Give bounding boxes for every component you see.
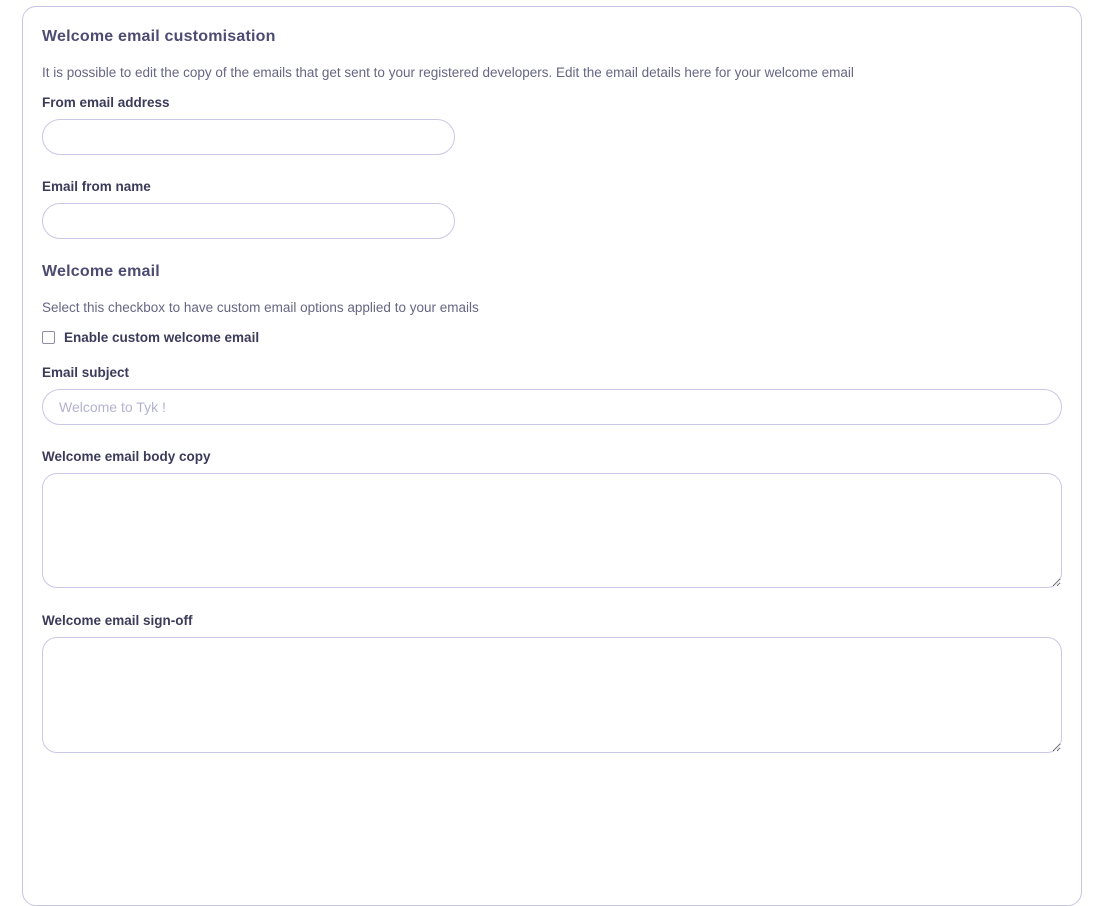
from-name-label: Email from name: [42, 179, 151, 194]
enable-custom-welcome-email-row: [42, 330, 1062, 345]
enable-custom-welcome-email-label: Enable custom welcome email: [64, 330, 260, 345]
from-email-field: [42, 95, 1062, 155]
sign-off-label: Welcome email sign-off: [42, 613, 193, 628]
email-subject-label: Email subject: [42, 365, 130, 380]
body-copy-field: [42, 449, 1062, 588]
page-description: It is possible to edit the copy of the emails that get sent to your registered developers. Edit the email details here for your welcome email: [42, 65, 854, 80]
page-title: Welcome email customisation: [42, 28, 276, 45]
from-name-input[interactable]: [42, 203, 455, 239]
from-email-label: From email address: [42, 95, 170, 110]
from-name-field: [42, 179, 1062, 239]
enable-custom-welcome-email-checkbox[interactable]: [42, 331, 55, 344]
from-email-input[interactable]: [42, 119, 455, 155]
welcome-email-section-description: Select this checkbox to have custom email options applied to your emails: [42, 300, 479, 315]
body-copy-textarea[interactable]: [42, 473, 1062, 588]
welcome-email-card: [22, 6, 1082, 906]
email-subject-field: [42, 365, 1062, 425]
body-copy-label: Welcome email body copy: [42, 449, 211, 464]
welcome-email-section-title: Welcome email: [42, 263, 160, 280]
email-subject-input[interactable]: [42, 389, 1062, 425]
sign-off-textarea[interactable]: [42, 637, 1062, 753]
sign-off-field: [42, 613, 1062, 753]
